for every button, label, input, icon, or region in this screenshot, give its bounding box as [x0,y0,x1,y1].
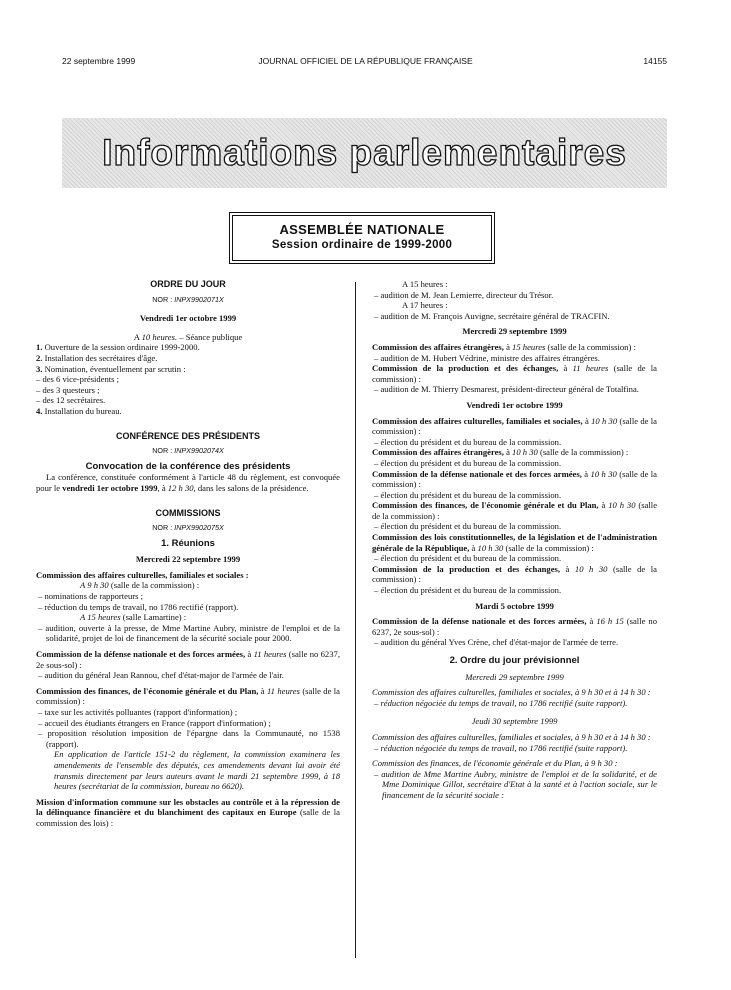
nor-code: INPX9902075X [174,523,224,533]
date-heading: Mercredi 29 septembre 1999 [462,326,567,337]
commission-title: Commission de la défense nationale et des forces armées, [372,616,587,627]
header-page-number: 14155 [643,56,667,66]
text: à [581,468,591,479]
date-heading: Mercredi 22 septembre 1999 [135,554,241,565]
list-item: – réduction négociée du temps de travail, no 1786 rectifié (suite rapport). [374,697,628,708]
commission-entry-italic: Commission des affaires culturelles, familiales et sociales, à 9 h 30 et à 14 h 30 : [372,687,651,698]
commission-entry [372,447,657,458]
time-location: (salle de la commission) : [372,468,657,490]
commission-entry [372,616,657,637]
list-item: – audition du général Yves Crène, chef d'état-major de l'armée de terre. [374,637,619,648]
time-value: A 15 heures [80,612,121,623]
item-text: Nomination, éventuellement par scrutin : [42,363,186,374]
nor-ref [36,523,340,534]
text: à [582,415,592,426]
commission-title: Commission de la défense nationale et des forces armées, [372,468,582,479]
date-heading: Vendredi 1er octobre 1999 [139,313,237,324]
commission-title: Commission des finances, de l'économie générale et du Plan, [372,500,599,511]
mission-entry [36,797,340,829]
time-value: 15 heures [512,341,546,352]
mission-title: Mission d'information commune sur les obstacles au contrôle et à la répression de la délinquance financière et du blanchiment des capitaux en Europe [36,796,340,818]
text: à [258,685,267,696]
text: La conférence, constituée conformément à l'article 48 du règlement, est convoquée pour le [36,472,340,493]
time-location: (salle de la commission) : [372,500,658,521]
agenda-subitem: – des 12 secrétaires. [36,395,106,406]
assembly-title-box [232,215,492,261]
text: à [598,500,609,511]
list-item: – élection du président et du bureau de la commission. [374,457,562,468]
text: à [558,363,573,374]
list-item: – élection du président et du bureau de la commission. [374,489,562,500]
text: à [245,649,254,660]
commission-title: Commission de la production et des échanges, [372,363,559,374]
time-line [36,580,340,591]
time-location: (salle de la commission) : [372,563,657,585]
nor-code: INPX9902074X [174,446,224,456]
item-number: 2. [36,352,43,363]
time-value: 10 h 30 [477,542,504,553]
time-location: (salle de la commission) : [503,542,594,553]
mission-location: (salle de la commission des lois) : [36,807,340,828]
time-value: 10 heures. [141,331,178,342]
agenda-subitem: – des 3 questeurs ; [36,384,100,395]
time-location: (salle Lamartine) : [120,612,187,623]
time-value: 11 heures [267,685,300,696]
text-italic: 12 h 30 [167,482,194,493]
text: , à [157,482,168,493]
commission-entry [372,564,657,585]
list-item: – élection du président et du bureau de la commission. [374,553,562,564]
agenda-subitem: – des 6 vice-présidents ; [36,374,120,385]
procedure-note: En application de l'article 151-2 du règlement, la commission examinera les amendements de l'ensemble des députés, ces amendements devant lui avoir été transmis directement par leurs auteurs avant le mardi 21 septembre 1999, à 18 heures (secrétariat de la commission, bureau no 6620). [54,749,340,792]
nor-ref [36,446,340,457]
list-item: – audition de M. François Auvigne, secrétaire général de TRACFIN. [374,310,610,321]
date-heading-italic: Jeudi 30 septembre 1999 [471,716,558,727]
nor-label: NOR : [152,446,173,456]
time-value: 11 heures [572,363,609,374]
list-item: – nominations de rapporteurs ; [38,591,144,602]
commission-entry [372,363,657,384]
time-location: (salle no 6237, 2e sous-sol) : [36,649,340,670]
time-location: (salle de la commission) : [36,685,340,707]
item-text: Installation du bureau. [42,405,122,416]
commission-title: Commission de la production et des échanges, [372,563,560,574]
time-location: (salle de la commission) : [372,363,657,384]
item-text: Ouverture de la session ordinaire 1999-2000. [42,342,200,353]
right-column [372,279,657,801]
list-item: – audition du général Jean Rannou, chef d'état-major de l'armée de l'air. [38,670,284,681]
header-journal-title: JOURNAL OFFICIEL DE LA RÉPUBLIQUE FRANÇAISE [258,56,473,66]
text: à [469,542,478,553]
nor-ref [36,295,340,306]
item-number: 4. [36,405,43,416]
text: à [560,563,575,574]
subsection-heading-convocation: Convocation de la conférence des présidents [85,460,291,472]
left-column [36,279,340,829]
time-location: (salle de la commission) : [108,580,200,591]
time-location: (salle de la commission) : [537,447,629,458]
commission-entry [36,686,340,707]
item-number: 1. [36,342,43,353]
text: à [503,341,513,352]
agenda-item [36,342,340,353]
item-text: Installation des secrétaires d'âge. [42,352,158,363]
agenda-item [36,353,340,364]
list-item: – audition de M. Jean Lemierre, directeur du Trésor. [374,289,554,300]
commission-title: Commission des affaires étrangères, [372,341,504,352]
date-heading: Mardi 5 octobre 1999 [475,600,554,611]
time-location: (salle de la commission) : [372,415,657,437]
list-item: – audition de Mme Martine Aubry, ministre de l'emploi et de la solidarité, et de Mme Dominique Gillot, secrétaire d'Etat à la santé et à l'action sociale, sur le financement de la sécurité sociale : [374,768,657,800]
list-item: – élection du président et du bureau de la commission. [374,521,562,532]
time-value: 11 heures [253,649,287,660]
list-item: – accueil des étudiants étrangers en France (rapport d'information) ; [38,717,271,728]
list-item: – audition de M. Hubert Védrine, ministre des affaires étrangères. [374,352,600,363]
time-location: (salle de la commission) : [545,341,636,352]
time-line: A 17 heures : [402,300,448,311]
text: à [586,616,597,627]
commission-title: Commission de la défense nationale et des forces armées, [36,649,246,660]
session-time [36,332,340,343]
list-item: – élection du président et du bureau de la commission. [374,585,562,596]
subsection-heading-reunions: 1. Réunions [161,537,215,549]
commission-title: Commission des affaires culturelles, familiales et sociales : [36,569,249,580]
commission-entry [372,500,657,521]
commission-entry [372,342,657,353]
commission-entry [372,532,657,553]
date-heading: Vendredi 1er octobre 1999 [466,399,563,410]
text: à [503,447,513,458]
commission-title: Commission des lois constitutionnelles, de la législation et de l'administration générale de la République, [372,532,657,553]
commission-entry [372,416,657,437]
list-item: – taxe sur les activités polluantes (rapport d'information) ; [38,707,238,717]
nor-code: INPX9902071X [174,294,224,304]
time-value: 10 h 30 [512,447,538,458]
section-banner [62,118,667,188]
time-suffix: – Séance publique [177,331,243,342]
assembly-name: ASSEMBLÉE NATIONALE [279,222,445,237]
subsection-heading-ordre-previsionnel: 2. Ordre du jour prévisionnel [449,655,580,666]
section-heading-conference: CONFÉRENCE DES PRÉSIDENTS [115,430,261,441]
section-heading-ordre: ORDRE DU JOUR [150,279,226,289]
list-item: – audition, ouverte à la presse, de Mme Martine Aubry, ministre de l'emploi et de la solidarité, projet de loi de financement de la sécurité sociale pour 2000. [38,622,340,644]
time-line: A 15 heures : [402,279,448,289]
list-item: – réduction négociée du temps de travail, no 1786 rectifié (suite rapport). [374,742,628,753]
session-name: Session ordinaire de 1999-2000 [271,239,453,251]
commission-entry [36,649,340,670]
list-item: – réduction du temps de travail, no 1786 rectifié (rapport). [38,601,239,612]
time-value: 10 h 30 [608,500,636,511]
nor-label: NOR : [152,294,173,304]
time-value: 10 h 30 [590,468,617,479]
time-line [36,612,340,623]
header-date: 22 septembre 1999 [62,56,136,66]
list-item: – élection du président et du bureau de la commission. [374,436,562,447]
time-value: 16 h 15 [596,616,624,627]
text: , dans les salons de la présidence. [193,482,309,493]
nor-label: NOR : [152,523,173,533]
time-value: 10 h 30 [574,563,608,574]
commission-title: Commission des finances, de l'économie générale et du Plan, [36,685,259,696]
time-value: A 9 h 30 [80,580,109,591]
list-item: – proposition résolution imposition de l'épargne dans la Communauté, no 1538 (rapport). [38,728,340,749]
list-item: – audition de M. Thierry Desmarest, président-directeur général de Totalfina. [374,384,639,395]
time-location: (salle no 6237, 2e sous-sol) : [372,616,657,637]
commission-title: Commission des affaires étrangères, [372,447,504,458]
date-heading-italic: Mercredi 29 septembre 1999 [465,671,564,682]
agenda-item [36,406,340,417]
convocation-text [36,472,340,493]
column-divider [355,282,356,958]
time-prefix: A [133,331,142,342]
item-number: 3. [36,363,43,374]
agenda-item [36,364,340,375]
commission-entry [372,469,657,490]
text-bold: vendredi 1er octobre 1999 [62,482,158,493]
commission-title: Commission des affaires culturelles, familiales et sociales, [372,415,583,426]
commission-entry-italic: Commission des affaires culturelles, familiales et sociales, à 9 h 30 et à 14 h 30 : [372,731,651,742]
time-value: 10 h 30 [591,415,618,426]
section-heading-commissions: COMMISSIONS [155,507,221,518]
banner-title: Informations parlementaires [102,132,627,173]
commission-entry-italic: Commission des finances, de l'économie générale et du Plan, à 9 h 30 : [372,758,618,769]
